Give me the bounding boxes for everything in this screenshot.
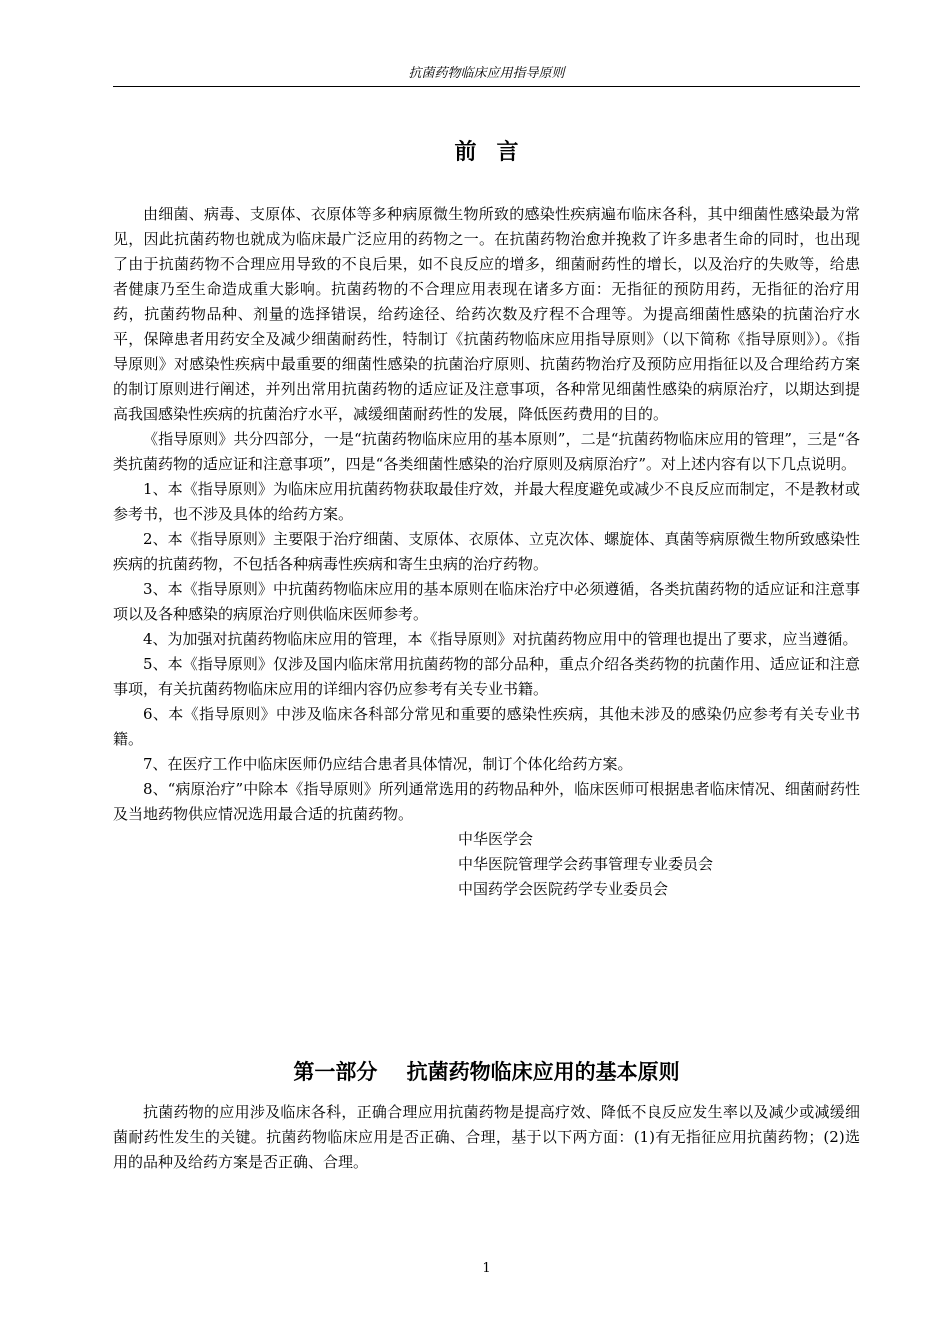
preface-paragraph: 6、本《指导原则》中涉及临床各科部分常见和重要的感染性疾病，其他未涉及的感染仍应参考有关专业书籍。 — [113, 705, 860, 748]
preface-paragraph: 7、在医疗工作中临床医师仍应结合患者具体情况，制订个体化给药方案。 — [143, 755, 633, 773]
part-one-title: 第一部分 抗菌药物临床应用的基本原则 — [293, 1059, 680, 1084]
preface-paragraph: 5、本《指导原则》仅涉及国内临床常用抗菌药物的部分品种，重点介绍各类药物的抗菌作用、适应证和注意事项，有关抗菌药物临床应用的详细内容仍应参考有关专业书籍。 — [113, 655, 860, 698]
preface-paragraph: 2、本《指导原则》主要限于治疗细菌、支原体、衣原体、立克次体、螺旋体、真菌等病原微生物所致感染性疾病的抗菌药物，不包括各种病毒性疾病和寄生虫病的治疗药物。 — [113, 530, 860, 573]
preface-paragraph: 3、本《指导原则》中抗菌药物临床应用的基本原则在临床治疗中必须遵循，各类抗菌药物的适应证和注意事项以及各种感染的病原治疗则供临床医师参考。 — [113, 580, 860, 623]
preface-paragraph: 1、本《指导原则》为临床应用抗菌药物获取最佳疗效，并最大程度避免或减少不良反应而制定，不是教材或参考书，也不涉及具体的给药方案。 — [113, 480, 860, 523]
preface-title: 前言 — [454, 139, 539, 165]
signatory: 中华医院管理学会药事管理专业委员会 — [458, 855, 714, 873]
signatory: 中国药学会医院药学专业委员会 — [458, 880, 669, 898]
preface-paragraph: 由细菌、病毒、支原体、衣原体等多种病原微生物所致的感染性疾病遍布临床各科，其中细菌性感染最为常见，因此抗菌药物也就成为临床最广泛应用的药物之一。在抗菌药物治愈并挽救了许多患者生命的同时，也出现了由于抗菌药物不合理应用导致的不良后果，如不良反应的增多，细菌耐药性的增长，以及治疗的失败等，给患者健康乃至生命造成重大影响。抗菌药物的不合理应用表现在诸多方面：无指征的预防用药，无指征的治疗用药，抗菌药物品种、剂量的选择错误，给药途径、给药次数及疗程不合理等。为提高细菌性感染的抗菌治疗水平，保障患者用药安全及减少细菌耐药性，特制订《抗菌药物临床应用指导原则》（以下简称《指导原则》）。《指导原则》对感染性疾病中最重要的细菌性感染的抗菌治疗原则、抗菌药物治疗及预防应用指征以及合理给药方案的制订原则进行阐述，并列出常用抗菌药物的适应证及注意事项，各种常见细菌性感染的病原治疗，以期达到提高我国感染性疾病的抗菌治疗水平，减缓细菌耐药性的发展，降低医药费用的目的。 — [113, 205, 860, 423]
running-header: 抗菌药物临床应用指导原则 — [408, 66, 565, 81]
header-rule — [113, 86, 860, 87]
part-one-body — [113, 1100, 860, 1175]
part-one-paragraph: 抗菌药物的应用涉及临床各科，正确合理应用抗菌药物是提高疗效、降低不良反应发生率以及减少或减缓细菌耐药性发生的关键。抗菌药物临床应用是否正确、合理，基于以下两方面：(1)有无指征应用抗菌药物；(2)选用的品种及给药方案是否正确、合理。 — [113, 1103, 860, 1171]
preface-body — [113, 202, 860, 902]
signatory: 中华医学会 — [458, 830, 534, 848]
preface-paragraph: 《指导原则》共分四部分，一是“抗菌药物临床应用的基本原则”，二是“抗菌药物临床应用的管理”，三是“各类抗菌药物的适应证和注意事项”，四是“各类细菌性感染的治疗原则及病原治疗”。对上述内容有以下几点说明。 — [113, 430, 860, 473]
preface-paragraph: 8、“病原治疗”中除本《指导原则》所列通常选用的药物品种外，临床医师可根据患者临床情况、细菌耐药性及当地药物供应情况选用最合适的抗菌药物。 — [113, 780, 860, 823]
page-number: 1 — [482, 1261, 491, 1276]
preface-paragraph: 4、为加强对抗菌药物临床应用的管理，本《指导原则》对抗菌药物应用中的管理也提出了要求，应当遵循。 — [143, 630, 858, 648]
